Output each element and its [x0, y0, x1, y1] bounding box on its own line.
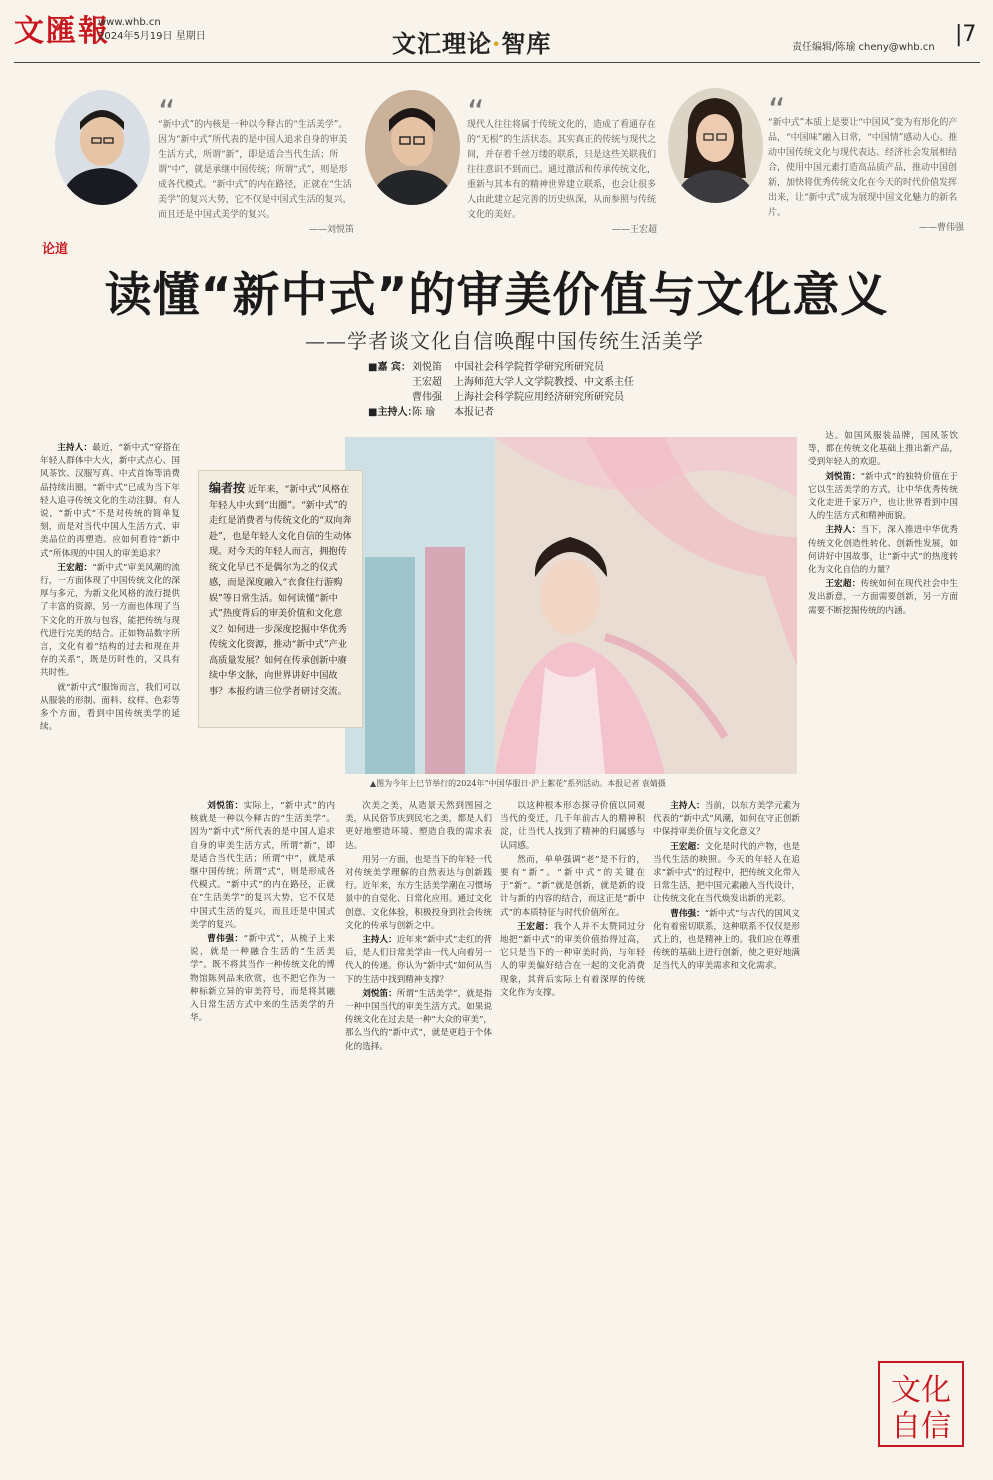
- portrait-liu-yuedi: [55, 90, 150, 205]
- masthead-info: [98, 16, 206, 44]
- quote-mark-icon: “: [467, 93, 485, 133]
- article-column-6-tail: [808, 1360, 868, 1460]
- article-column-2: 刘悦笛：实际上，“新中式”的内核就是一种以今释古的“生活美学”。因为“新中式”所代表的是中国人追求自身的审美生活方式，所谓“新”，即是适合当代生活；所谓“中”，就是承继中国传统；所谓“式”，则是形成各代模式。“新中式”的内在路径，正就在“生活美学”的复兴大势，它不仅是中国式生活的复兴，而且还是中国式美学的复兴。 曹伟强：“新中式”，从梳子上来说，就是一种融合生活的“生活美学”。既不将其当作一种传统文化的博物馆陈列品来欣赏，也不把它作为一种标新立异的审美符号，而是将其融入日常生活方式中来的生活美学的升华。: [190, 801, 335, 1024]
- issue-date: 2024年5月19日 星期日: [98, 31, 206, 42]
- quote-signature: ——曹伟强: [918, 223, 964, 233]
- portrait-wang-hongchao: [365, 90, 460, 205]
- quote-mark-icon: “: [158, 93, 176, 133]
- svg-text:文化: 文化: [891, 1373, 951, 1408]
- photo-caption: ▲图为今年上巳节举行的2024年“中国华服日·沪上絮花”系列活动。本报记者 袁婧摄: [370, 779, 666, 788]
- guest-row: ■主持人：陈 瑜 本报记者: [368, 407, 494, 418]
- quote-signature: ——刘悦笛: [308, 225, 354, 235]
- quote-signature: ——王宏超: [611, 225, 657, 235]
- hanfu-photo: [345, 437, 797, 774]
- editor-note: [198, 470, 363, 728]
- headline: 读懂“新中式”的审美价值与文化意义: [104, 268, 889, 323]
- column-label: 论道: [42, 242, 69, 257]
- page-number: |7: [955, 22, 977, 47]
- article-column-6: 达。如国风服装品牌，国风茶饮等，都在传统文化基础上推出新产品，受到年轻人的欢迎。 刘悦笛：“新中式”的独特价值在于它以生活美学的方式，让中华优秀传统文化走进千家万户，也让世界看到中国人的生活方式和精神面貌。 主持人：当下，深入推进中华优秀传统文化创造性转化、创新性发展，如何讲好中国故事，让“新中式”的热度转化为文化自信的力量？ 王宏超：传统如何在现代社会中生发出新意，一方面需要创新，另一方面需要不断挖掘传统的内涵。: [808, 431, 958, 616]
- quote-mark-icon: “: [768, 91, 786, 131]
- subtitle: ——学者谈文化自信唤醒中国传统生活美学: [305, 329, 704, 353]
- site-url[interactable]: www.whb.cn: [98, 17, 161, 28]
- editor-credit: 责任编辑/陈瑜 cheny@whb.cn: [792, 42, 935, 53]
- article-column-5: 主持人：当前，以东方美学元素为代表的“新中式”风潮，如何在守正创新中保持审美价值与文化意义？ 王宏超：文化是时代的产物，也是当代生活的映照。今天的年轻人在追求“新中式”的过程中，把传统文化带入日常生活，把中国元素融入当代设计，让传统文化在当代焕发出新的光彩。 曹伟强：“新中式”与古代的国风文化有着密切联系，这种联系不仅仅是形式上的，也是精神上的。我们应在尊重传统的基础上进行创新，使之更好地满足当代人的审美需求和文化需求。: [653, 801, 800, 972]
- editor-note-text: 近年来，“新中式”风格在年轻人中火到“出圈”。“新中式”的走红是消费者与传统文化的“双向奔赴”，也是年轻人文化自信的生动体现。对今天的年轻人而言，拥抱传统文化早已不是偶尔为之的仪式感，而是深度融入“衣食住行游购娱”等日常生活。如何读懂“新中式”热度背后的审美价值和文化意义？如何进一步深度挖掘中华优秀传统文化资源，推动“新中式”产业高质量发展？如何在传承创新中赓续中华文脉，向世界讲好中国故事？本报约请三位学者研讨交流。: [209, 484, 352, 697]
- masthead: [0, 0, 993, 62]
- article-column-4: 以这种根本形态探寻价值以同观当代的变迁，几千年前古人的精神积淀，让当代人找到了精神的归属感与认同感。 然而，单单强调“老”是不行的，要有“新”。“新中式”的关键在于“新”。“新”就是创新，就是新的设计与新的内容的结合，而这正是“新中式”的本质特征与时代价值所在。 王宏超：我个人并不太赞同过分地把“新中式”的审美价值抬得过高，它只是当下的一种审美时尚，与年轻人的审美偏好结合在一起的文化消费现象，其背后实际上有着深厚的传统文化作为支撑。: [500, 801, 645, 998]
- cultural-confidence-seal: [875, 1358, 967, 1450]
- quote-wang-hongchao: “ 现代人往往将属于传统文化的，造成了看通存在的“无根”的生活状态。其实真正的传统与现代之间，并存着千丝万缕的联系，只是这些关联我们往往意识不到而已。通过激活和传承传统文化，重新与其本有的精神世界建立联系，也会让很多人由此建立起完善的历史纵深，从而参照与传统文化的美好。 ——王宏超: [467, 98, 657, 238]
- portrait-cao-weiqiang: [668, 88, 763, 203]
- section-title: 文汇理论·智库: [392, 29, 552, 58]
- quote-liu-yuedi: “ “新中式”的内核是一种以今释古的“生活美学”。因为“新中式”所代表的是中国人追求自身的审美生活方式，所谓“新”，即是适合当代生活；所谓“中”，就是承继中国传统；所谓“式”，则是形成各代模式。“新中式”的内在路径，正就在“生活美学”的复兴大势，它不仅是中国式生活的复兴，而且还是中国式美学的复兴。 ——刘悦笛: [158, 98, 354, 238]
- newspaper-logo: 文匯報: [14, 14, 110, 49]
- guest-row: ■嘉 宾：刘悦笛 中国社会科学院哲学研究所研究员: [368, 362, 604, 373]
- guest-row: 王宏超 上海师范大学人文学院教授、中文系主任: [412, 377, 634, 388]
- article-column-3: 次美之美，从造景天然到图园之美，从民俗节庆到民宅之美，都是人们更好地塑造环境、塑造自我的需求表达。 用另一方面，也是当下的年轻一代对传统美学理解的自然表达与创新践行。近年来，东方生活美学潮在习惯场景中的自觉化、日常化应用。通过文化创意、文化体验，积极投身到社会传统文化的传承与创新之中。 主持人：近年来“新中式”走红的背后，是人们日常美学由一代人向着另一代人的传递。你认为“新中式”如何从当下的生活中找到精神支撑？ 刘悦笛：所谓“生活美学”，就是指一种中国当代的审美生活方式。如果说传统文化在过去是一种“大众的审美”，那么当代的“新中式”，就是更趋于个体化的选择。: [345, 801, 492, 1052]
- article-column-1: 主持人：最近，“新中式”穿搭在年轻人群体中大火，新中式点心、国风茶饮、汉服写真、中式首饰等消费品持续出圈，“新中式”已成为当下年轻人追寻传统文化的生动注脚。有人说，“新中式”不是对传统的简单复刻，而是对当代中国人生活方式、审美品位的再塑造。应如何看待“新中式”所体现的中国人的审美追求？ 王宏超：“新中式”审美风潮的流行，一方面体现了中国传统文化的深厚与多元，为新文化风格的流行提供了丰富的资源，另一方面也体现了当下文化的开放与包容，能把传统与现代进行完美的结合。正如物品数字所言，文化有着“结构的过去和现在并存的关系”，既是历时性的，又具有共时性。 就“新中式”服饰而言，我们可以从服装的形制、面料、纹样、色彩等多个方面，看到中国传统美学的延续。: [40, 443, 180, 733]
- svg-text:自信: 自信: [891, 1409, 951, 1444]
- editor-note-head: 编者按: [209, 481, 246, 495]
- guest-row: 曹伟强 上海社会科学院应用经济研究所研究员: [412, 392, 624, 403]
- header-divider: [14, 62, 980, 63]
- quote-cao-weiqiang: “ “新中式”本质上是要让“中国风”变为有形化的产品，“中国味”融入日常，“中国情”感动人心。推动中国传统文化与现代表达、经济社会发展相结合，使用中国元素打造高品质产品，推动中国创新，加快将优秀传统文化在今天的时代价值发挥出来，让“新中式”成为展现中国文化魅力的新名片。 ——曹伟强: [768, 96, 964, 236]
- guest-list: [368, 360, 634, 420]
